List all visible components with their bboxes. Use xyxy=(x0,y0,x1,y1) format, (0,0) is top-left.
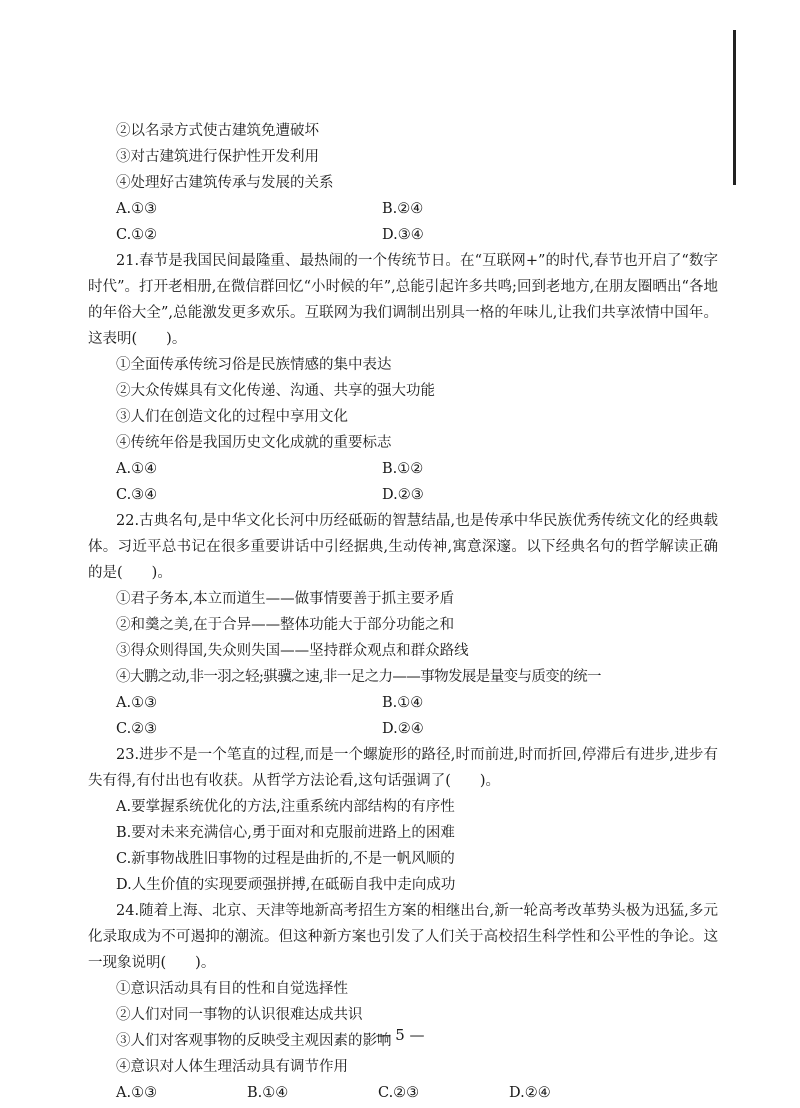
question-20-tail xyxy=(88,118,718,248)
q22-options-row-2 xyxy=(88,716,718,742)
q20-option-a: A.①③ xyxy=(116,201,158,217)
page-number: — 5 — xyxy=(375,1026,425,1044)
q22-item-2: ②和羹之美,在于合异——整体功能大于部分功能之和 xyxy=(116,617,455,633)
q23-choice-d: D.人生价值的实现要顽强拼搏,在砥砺自我中走向成功 xyxy=(116,877,456,893)
q20-option-b: B.②④ xyxy=(382,201,424,217)
q21-item-4: ④传统年俗是我国历史文化成就的重要标志 xyxy=(116,435,392,451)
q20-option-d: D.③④ xyxy=(382,227,424,243)
q20-options-row-1 xyxy=(88,196,718,222)
question-23 xyxy=(88,742,718,898)
q21-option-d: D.②③ xyxy=(382,487,424,503)
q24-option-a: A.①③ xyxy=(116,1085,158,1101)
q20-option-c: C.①② xyxy=(116,227,158,243)
q21-item-2: ②大众传媒具有文化传递、沟通、共享的强大功能 xyxy=(116,383,435,399)
page-content xyxy=(88,118,718,1106)
q24-stem: 24.随着上海、北京、天津等地新高考招生方案的相继出台,新一轮高考改革势头极为迅猛,多元化录取成为不可遏抑的潮流。但这种新方案也引发了人们关于高校招生科学性和公平性的争论。这一现象说明( )。 xyxy=(88,903,718,971)
q23-choice-a: A.要掌握系统优化的方法,注重系统内部结构的有序性 xyxy=(116,799,455,815)
q24-options-row xyxy=(88,1080,718,1106)
q22-item-1: ①君子务本,本立而道生——做事情要善于抓主要矛盾 xyxy=(116,591,455,607)
q22-option-c: C.②③ xyxy=(116,721,158,737)
q23-choice-b: B.要对未来充满信心,勇于面对和克服前进路上的困难 xyxy=(116,825,455,841)
question-21 xyxy=(88,248,718,508)
q21-stem: 21.春节是我国民间最隆重、最热闹的一个传统节日。在“互联网+”的时代,春节也开启了“数字时代”。打开老相册,在微信群回忆“小时候的年”,总能引起许多共鸣;回到老地方,在朋友圈晒出“各地的年俗大全”,总能激发更多欢乐。互联网为我们调制出别具一格的年味儿,让我们共享浓情中国年。这表明( )。 xyxy=(88,253,718,347)
q24-item-2: ②人们对同一事物的认识很难达成共识 xyxy=(116,1007,363,1023)
q24-item-3: ③人们对客观事物的反映受主观因素的影响 xyxy=(116,1033,392,1049)
q20-item-2: ②以名录方式使古建筑免遭破坏 xyxy=(116,123,319,139)
question-22 xyxy=(88,508,718,742)
q20-item-3: ③对古建筑进行保护性开发利用 xyxy=(116,149,319,165)
q21-option-a: A.①④ xyxy=(116,461,158,477)
q22-item-4: ④大鹏之动,非一羽之轻;骐骥之速,非一足之力——事物发展是量变与质变的统一 xyxy=(116,669,601,685)
q21-item-1: ①全面传承传统习俗是民族情感的集中表达 xyxy=(116,357,392,373)
q22-stem: 22.古典名句,是中华文化长河中历经砥砺的智慧结晶,也是传承中华民族优秀传统文化的经典载体。习近平总书记在很多重要讲话中引经据典,生动传神,寓意深邃。以下经典名句的哲学解读正确的是( )。 xyxy=(88,513,718,581)
scan-edge-line xyxy=(733,30,736,185)
question-24 xyxy=(88,898,718,1106)
q21-item-3: ③人们在创造文化的过程中享用文化 xyxy=(116,409,348,425)
q24-item-1: ①意识活动具有目的性和自觉选择性 xyxy=(116,981,348,997)
q20-options-row-2 xyxy=(88,222,718,248)
q21-option-c: C.③④ xyxy=(116,487,158,503)
q24-item-4: ④意识对人体生理活动具有调节作用 xyxy=(116,1059,348,1075)
q21-option-b: B.①② xyxy=(382,461,424,477)
q21-options-row-1 xyxy=(88,456,718,482)
q22-option-d: D.②④ xyxy=(382,721,424,737)
q22-options-row-1 xyxy=(88,690,718,716)
q22-item-3: ③得众则得国,失众则失国——坚持群众观点和群众路线 xyxy=(116,643,469,659)
q23-stem: 23.进步不是一个笔直的过程,而是一个螺旋形的路径,时而前进,时而折回,停滞后有进步,进步有失有得,有付出也有收获。从哲学方法论看,这句话强调了( )。 xyxy=(88,747,718,789)
q22-option-a: A.①③ xyxy=(116,695,158,711)
q22-option-b: B.①④ xyxy=(382,695,424,711)
q24-option-c: C.②③ xyxy=(378,1085,420,1101)
q24-option-b: B.①④ xyxy=(247,1085,289,1101)
q20-item-4: ④处理好古建筑传承与发展的关系 xyxy=(116,175,334,191)
q23-choice-c: C.新事物战胜旧事物的过程是曲折的,不是一帆风顺的 xyxy=(116,851,455,867)
q21-options-row-2 xyxy=(88,482,718,508)
q24-option-d: D.②④ xyxy=(509,1085,551,1101)
